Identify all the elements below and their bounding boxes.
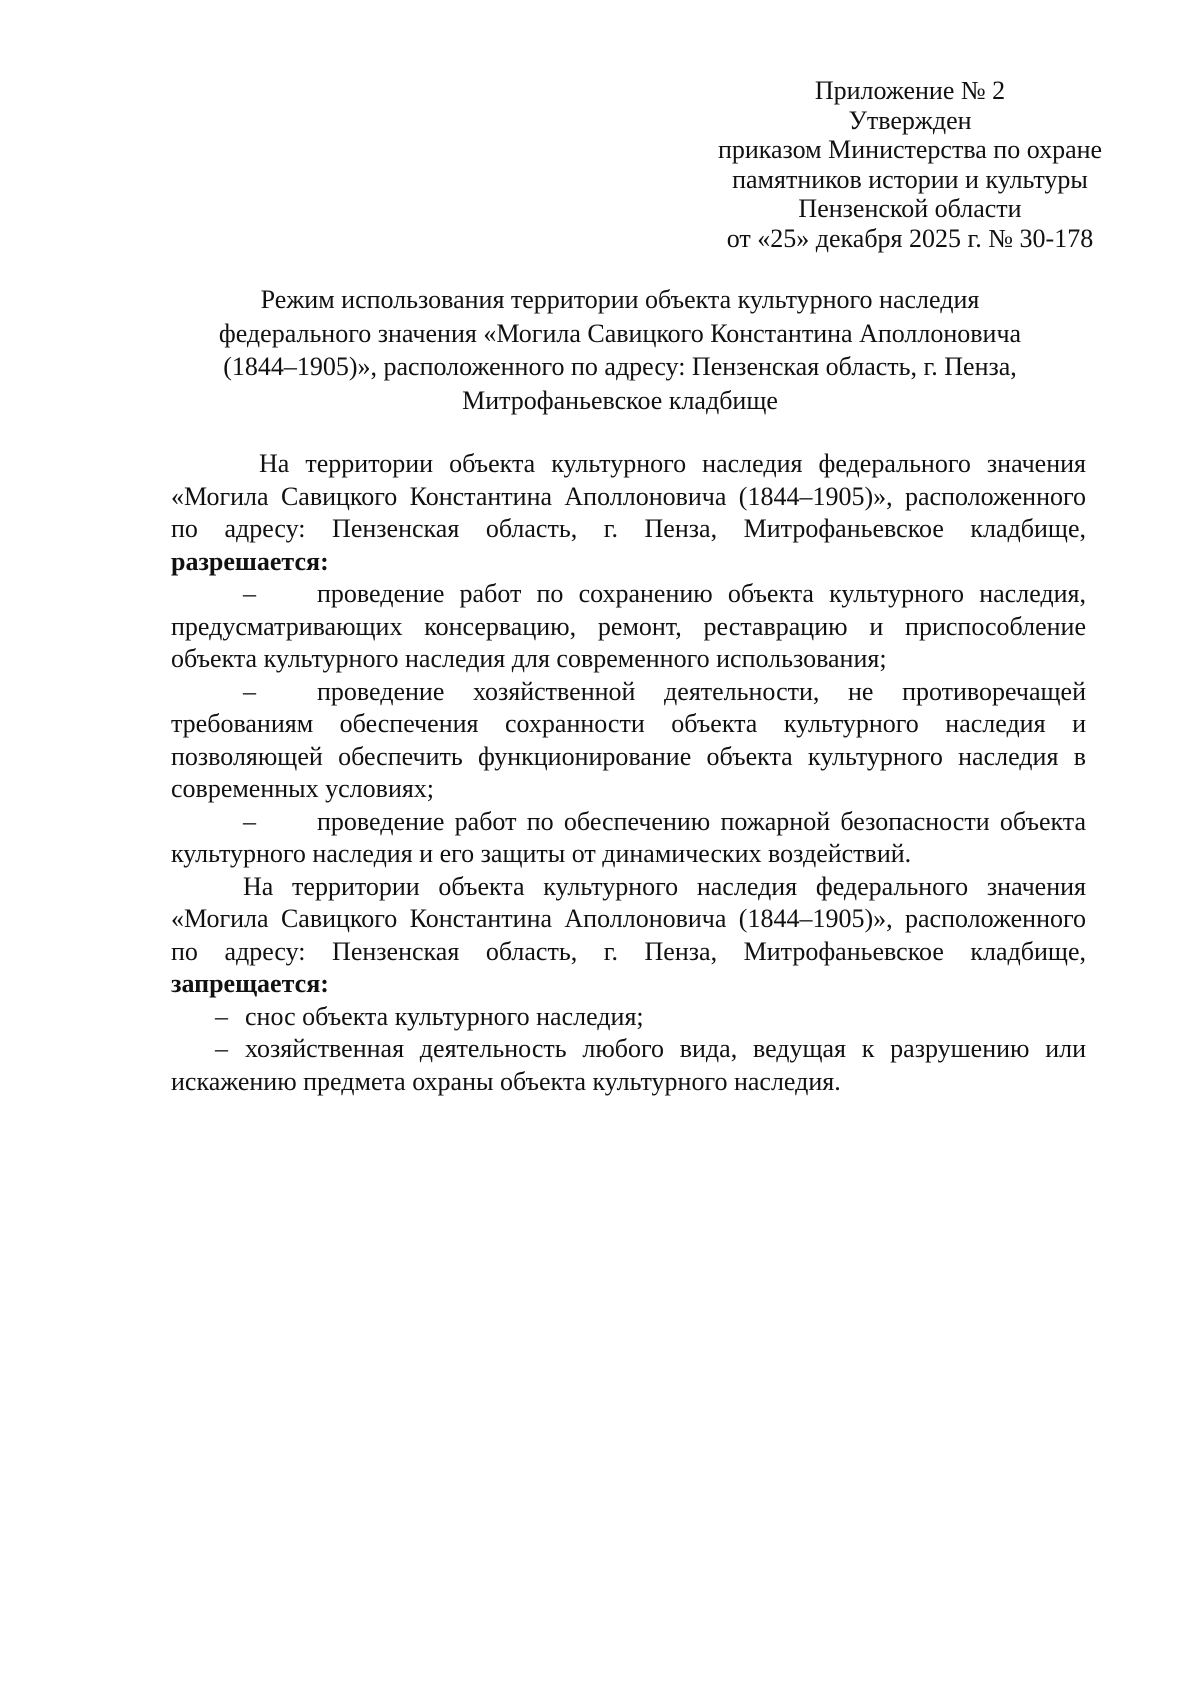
dash-bullet: – — [243, 676, 256, 706]
title-line: Режим использования территории объекта культурного наследия — [260, 285, 980, 314]
prohibited-intro-paragraph — [171, 871, 1086, 1001]
permitted-list-item — [171, 676, 1086, 806]
approval-date-number: от «25» декабря 2025 г. № 30-178 — [726, 223, 1094, 253]
prohibited-intro-text: На территории объекта культурного наследия федерального значения «Могила Савицкого Константина Аполлоновича (1844–1905)», расположенного по адресу: Пензенская область, г. Пенза, Митрофаньевское кладбище, — [171, 871, 1086, 966]
prohibited-item-text: снос объекта культурного наследия; — [245, 1001, 644, 1031]
prohibited-keyword: запрещается: — [171, 969, 329, 998]
dash-bullet: – — [243, 579, 256, 608]
permitted-list-item — [171, 806, 1086, 871]
appendix-number: Приложение № 2 — [814, 76, 1006, 105]
prohibited-list-item — [171, 1033, 1086, 1098]
prohibited-list-item — [171, 1001, 1086, 1034]
approval-authority-line: Пензенской области — [798, 194, 1022, 223]
dash-bullet: – — [215, 1001, 228, 1031]
prohibited-item-text: хозяйственная деятельность любого вида, ведущая к разрушению или искажению предмета охраны объекта культурного наследия. — [171, 1034, 1086, 1096]
approval-block — [690, 76, 1130, 253]
dash-bullet: – — [215, 1034, 228, 1063]
approval-status: Утвержден — [848, 105, 972, 135]
title-line: (1844–1905)», расположенного по адресу: Пензенская область, г. Пенза, — [223, 352, 1017, 381]
dash-bullet: – — [243, 806, 256, 836]
title-line: федерального значения «Могила Савицкого Константина Аполлоновича — [218, 318, 1022, 348]
title-line: Митрофаньевское кладбище — [462, 385, 778, 415]
permitted-item-text: проведение работ по сохранению объекта культурного наследия, предусматривающих консервацию, ремонт, реставрацию и приспособление объекта культурного наследия для современного использования; — [171, 579, 1086, 673]
approval-authority-line: приказом Министерства по охране — [717, 135, 1103, 164]
approval-authority-line: памятников истории и культуры — [732, 164, 1088, 194]
document-body — [171, 448, 1086, 1098]
permitted-intro-paragraph — [171, 448, 1086, 578]
permitted-list-item — [171, 578, 1086, 676]
document-title — [160, 283, 1080, 417]
permitted-intro-text: На территории объекта культурного наследия федерального значения «Могила Савицкого Константина Аполлоновича (1844–1905)», расположенного по адресу: Пензенская область, г. Пенза, Митрофаньевское кладбище, — [171, 449, 1086, 543]
permitted-item-text: проведение хозяйственной деятельности, не противоречащей требованиям обеспечения сохранности объекта культурного наследия и позволяющей обеспечить функционирование объекта культурного наследия в современных условиях; — [171, 676, 1086, 803]
permitted-item-text: проведение работ по обеспечению пожарной безопасности объекта культурного наследия и его защиты от динамических воздействий. — [171, 806, 1086, 868]
permitted-keyword: разрешается: — [171, 546, 329, 576]
